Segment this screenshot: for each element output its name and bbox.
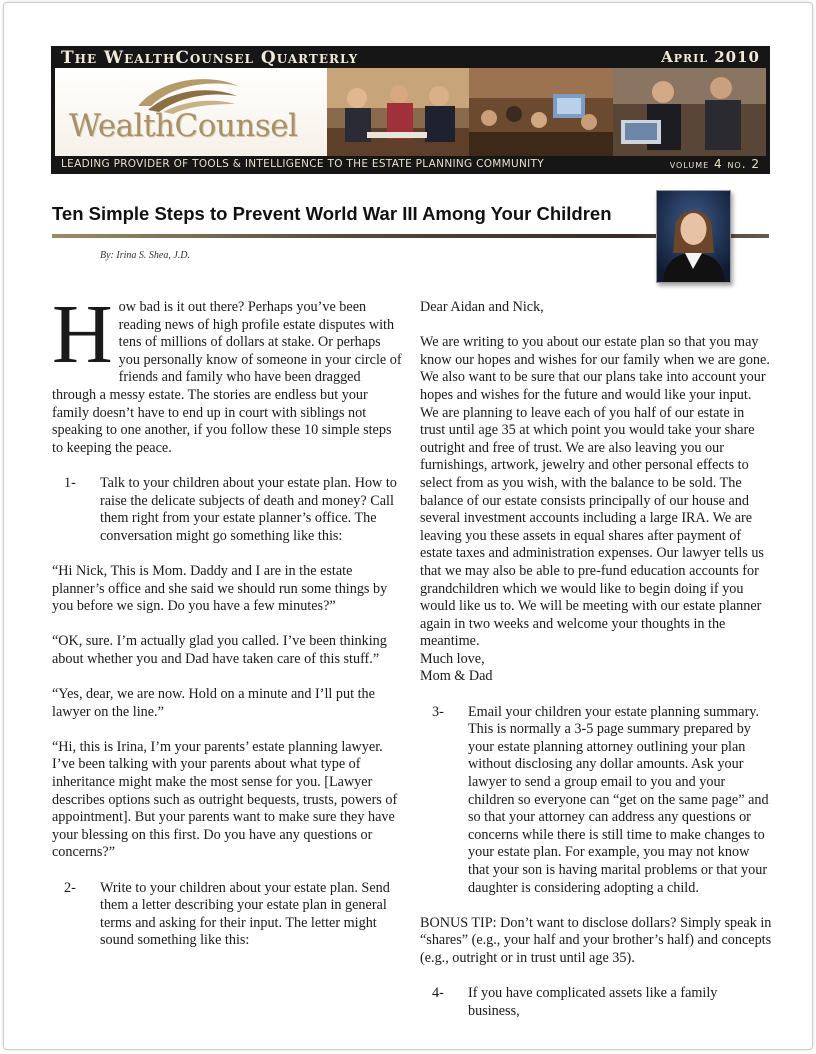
issue-date: April 2010 (661, 48, 760, 66)
list-number: 3- (432, 703, 444, 720)
step-text: Email your children your estate planning summary. This is normally a 3-5 page summary prepared by your estate planning attorney outlining your plan without disclosing any dollar amounts. Ask your lawyer to send a group email to you and your children so everyone can “get on the same page” and so that your attorney can address any questions or concerns while there is still time to make changes to your estate plan. For example, you may not know that your son is having marital problems or that your daughter is considering adopting a child. (468, 703, 769, 896)
list-item (64, 475, 404, 545)
audience-photo (469, 68, 613, 156)
letter-greeting: Dear Aidan and Nick, (420, 299, 544, 315)
author-portrait (656, 190, 731, 283)
masthead-banner (51, 46, 770, 174)
wealthcounsel-logo (55, 68, 327, 156)
left-column (52, 288, 404, 950)
letter-body: We are writing to you about our estate plan so that you may know our hopes and wishes for our family when we are gone. We also want to be sure that our plans take into account your hopes and wishes for the future and would like your input. We are planning to leave each of you half of our estate in trust until age 35 at which point you would take your share outright and free of trust. We are also leaving you our furnishings, artwork, jewelry and other personal effects to select from as you wish, with the balance to be sold. The balance of our estate consists principally of our house and several investment accounts including a large IRA. We are leaving you these assets in equal shares after payment of estate taxes and administration expenses. Our lawyer tells us that we may also be able to pre-fund education accounts for grandchildren which we would like to begin doing if you would like us to. We will be meeting with our estate planner again in two weeks and welcome your thoughts in the meantime. (420, 334, 770, 650)
list-item (432, 704, 772, 898)
drop-cap: H (52, 288, 113, 381)
right-column (420, 299, 772, 1020)
step-text: If you have complicated assets like a family business, (468, 985, 718, 1019)
dialog-paragraph: “Yes, dear, we are now. Hold on a minute and I’ll put the lawyer on the line.” (52, 686, 375, 720)
masthead-top-bar (51, 46, 770, 68)
dialog-paragraph: “Hi, this is Irina, I’m your parents’ estate planning lawyer. I’ve been talking with your parents about what type of inheritance might make the most sense for you. [Lawyer describes options such as outright bequests, trusts, powers of appointment]. But your parents want to make sure they have your blessing on this first. Do you have any questions or concerns?” (52, 738, 398, 861)
masthead-artwork (55, 68, 766, 156)
volume-number: volume 4 no. 2 (669, 157, 760, 171)
letter-closing: Much love, (420, 650, 485, 667)
masthead-tagline: LEADING PROVIDER OF TOOLS & INTELLIGENCE TO THE ESTATE PLANNING COMMUNITY (61, 158, 544, 170)
bonus-tip: BONUS TIP: Don’t want to disclose dollars? Simply speak in “shares” (e.g., your half and your brother’s half) and concepts (e.g., outright or in trust until age 35). (420, 914, 772, 966)
intro-paragraph (52, 288, 404, 457)
meeting-photo (327, 68, 469, 156)
step-text: Talk to your children about your estate plan. How to raise the delicate subjects of death and money? Call them right from your estate planner’s office. The conversation might go something like this: (100, 474, 397, 544)
dialog-paragraph: “OK, sure. I’m actually glad you called. I’ve been thinking about whether you and Dad have taken care of this stuff.” (52, 633, 387, 667)
list-item (432, 985, 772, 1020)
dialog-paragraph: “Hi Nick, This is Mom. Daddy and I are in the estate planner’s office and she said we should run some things by you before we sign. Do you have a few minutes?” (52, 562, 388, 615)
list-number: 2- (64, 879, 76, 896)
list-number: 4- (432, 985, 444, 1002)
masthead-bottom-bar (51, 156, 770, 174)
laptop-meeting-photo (613, 68, 766, 156)
intro-text: ow bad is it out there? Perhaps you’ve been reading news of high profile estate disputes with tens of millions of dollars at stake. Or perhaps you personally know of someone in your circle of friends and family who have been dragged through a messy estate. The stories are endless but your family doesn’t have to end up in court with siblings not speaking to one another, if you follow these 10 simple steps to keeping the peace. (52, 299, 402, 456)
step-text: Write to your children about your estate plan. Send them a letter describing your estate plan in general terms and asking for their input. The letter might sound something like this: (100, 879, 390, 949)
newsletter-title: The WealthCounsel Quarterly (61, 48, 359, 68)
article-byline: By: Irina S. Shea, J.D. (100, 250, 190, 261)
list-number: 1- (64, 474, 76, 491)
newsletter-page (3, 2, 813, 1050)
logo-text: WealthCounsel (69, 108, 298, 144)
article-title: Ten Simple Steps to Prevent World War III Among Your Children (52, 203, 612, 224)
list-item (64, 880, 404, 950)
letter-signature: Mom & Dad (420, 668, 493, 685)
